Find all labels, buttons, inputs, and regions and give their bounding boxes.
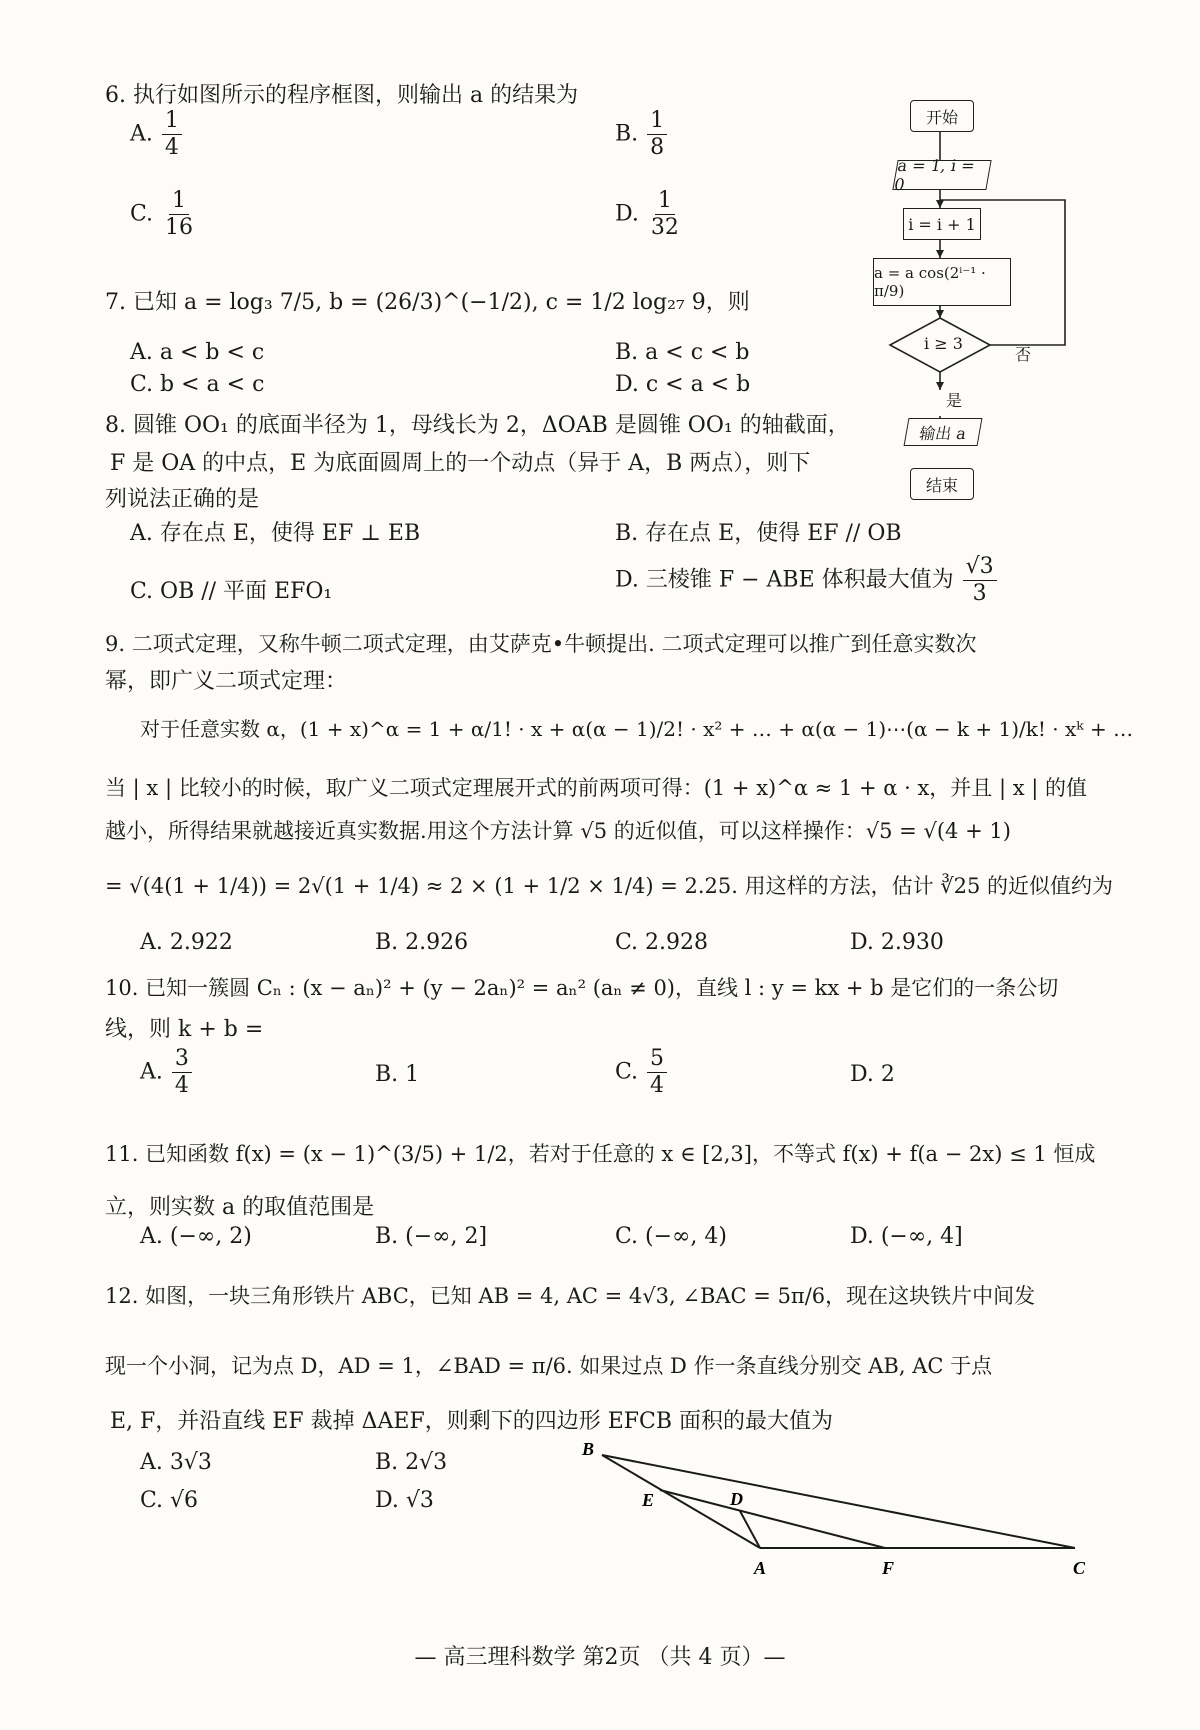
q12-option-c: C. √6 bbox=[140, 1488, 199, 1513]
flowchart-no-label: 否 bbox=[1015, 345, 1032, 364]
q9-line3: 当 | x | 比较小的时候，取广义二项式定理展开式的前两项可得：(1 + x)^α ≈ 1 + α · x，并且 | x | 的值 bbox=[105, 776, 1088, 800]
flowchart-increment: i = i + 1 bbox=[903, 208, 981, 240]
q8-line1: 8. 圆锥 OO₁ 的底面半径为 1，母线长为 2，ΔOAB 是圆锥 OO₁ 的轴截面， bbox=[105, 413, 850, 438]
q12-line2: 现一个小洞，记为点 D，AD = 1，∠BAD = π/6. 如果过点 D 作一条直线分别交 AB, AC 于点 bbox=[105, 1354, 993, 1378]
q7-option-b: B. a < c < b bbox=[615, 340, 750, 365]
flowchart-end: 结束 bbox=[910, 468, 974, 500]
q8-option-b: B. 存在点 E，使得 EF // OB bbox=[615, 521, 902, 546]
q9-line1: 9. 二项式定理，又称牛顿二项式定理，由艾萨克•牛顿提出. 二项式定理可以推广到任意实数次 bbox=[105, 632, 977, 656]
q11-option-c: C. (−∞, 4) bbox=[615, 1224, 727, 1249]
q8-option-d: D. 三棱锥 F − ABE 体积最大值为 $\frac{√3}{3}$ bbox=[615, 554, 999, 607]
vertex-label-c: C bbox=[1073, 1558, 1086, 1578]
q6-stem: 6. 执行如图所示的程序框图，则输出 a 的结果为 bbox=[105, 83, 579, 108]
q12-option-d: D. √3 bbox=[375, 1488, 434, 1513]
q6-option-a: A. $\frac{1}{4}$ bbox=[130, 108, 184, 161]
q6-option-d: D. $\frac{1}{32}$ bbox=[615, 188, 679, 240]
vertex-label-b: B bbox=[582, 1439, 595, 1459]
q9-option-b: B. 2.926 bbox=[375, 930, 469, 955]
q7-option-a: A. a < b < c bbox=[130, 340, 265, 365]
q11-option-a: A. (−∞, 2) bbox=[140, 1224, 252, 1249]
q8-line2: F 是 OA 的中点，E 为底面圆周上的一个动点（异于 A，B 两点），则下 bbox=[110, 451, 811, 476]
q12-line3: E, F，并沿直线 EF 裁掉 ΔAEF，则剩下的四边形 EFCB 面积的最大值为 bbox=[110, 1409, 834, 1434]
vertex-label-d: D bbox=[730, 1489, 743, 1509]
page-footer: — 高三理科数学 第2页 （共 4 页）— bbox=[414, 1645, 786, 1670]
q12-option-a: A. 3√3 bbox=[140, 1450, 212, 1475]
q10-option-d: D. 2 bbox=[850, 1062, 895, 1087]
q9-option-c: C. 2.928 bbox=[615, 930, 709, 955]
q10-option-a: A. $\frac{3}{4}$ bbox=[140, 1046, 194, 1099]
q8-option-a: A. 存在点 E，使得 EF ⊥ EB bbox=[130, 521, 421, 546]
q8-option-c: C. OB // 平面 EFO₁ bbox=[130, 579, 333, 604]
q7-option-d: D. c < a < b bbox=[615, 372, 751, 397]
q9-option-d: D. 2.930 bbox=[850, 930, 944, 955]
q9-line2: 幂，即广义二项式定理： bbox=[105, 669, 348, 694]
q10-option-c: C. $\frac{5}{4}$ bbox=[615, 1046, 669, 1099]
flowchart-yes-label: 是 bbox=[946, 391, 963, 410]
q9-option-a: A. 2.922 bbox=[140, 930, 233, 955]
vertex-label-f: F bbox=[882, 1558, 895, 1578]
q10-line2: 线，则 k + b = bbox=[105, 1017, 264, 1042]
q11-line1: 11. 已知函数 f(x) = (x − 1)^(3/5) + 1/2，若对于任意的 x ∈ [2,3]，不等式 f(x) + f(a − 2x) ≤ 1 恒成 bbox=[105, 1142, 1096, 1166]
q9-line5: = √(4(1 + 1/4)) = 2√(1 + 1/4) ≈ 2 × (1 + 1/2 × 1/4) = 2.25. 用这样的方法，估计 ∛25 的近似值约为 bbox=[105, 874, 1114, 898]
flowchart-init: a = 1, i = 0 bbox=[892, 160, 991, 190]
q7-option-c: C. b < a < c bbox=[130, 372, 265, 397]
q8-line3: 列说法正确的是 bbox=[105, 487, 260, 512]
q12-line1: 12. 如图，一块三角形铁片 ABC，已知 AB = 4, AC = 4√3, ∠BAC = 5π/6，现在这块铁片中间发 bbox=[105, 1284, 1036, 1308]
triangle-figure bbox=[570, 1435, 1130, 1585]
flowchart-output: 输出 a bbox=[904, 418, 983, 446]
q10-option-b: B. 1 bbox=[375, 1062, 420, 1087]
q11-line2: 立，则实数 a 的取值范围是 bbox=[105, 1195, 375, 1220]
q10-line1: 10. 已知一簇圆 Cₙ : (x − aₙ)² + (y − 2aₙ)² = aₙ² (aₙ ≠ 0)，直线 l : y = kx + b 是它们的一条公切 bbox=[105, 976, 1059, 1000]
q6-option-c: C. $\frac{1}{16}$ bbox=[130, 188, 194, 240]
vertex-label-a: A bbox=[754, 1558, 767, 1578]
q9-line4: 越小，所得结果就越接近真实数据.用这个方法计算 √5 的近似值，可以这样操作：√5 = √(4 + 1) bbox=[105, 819, 1011, 843]
q6-option-b: B. $\frac{1}{8}$ bbox=[615, 108, 669, 161]
flowchart-start: 开始 bbox=[910, 100, 974, 132]
q12-option-b: B. 2√3 bbox=[375, 1450, 448, 1475]
flowchart-condition: i ≥ 3 bbox=[924, 334, 963, 353]
q11-option-d: D. (−∞, 4] bbox=[850, 1224, 963, 1249]
q7-stem: 7. 已知 a = log₃ 7/5, b = (26/3)^(−1/2), c = 1/2 log₂₇ 9，则 bbox=[105, 290, 750, 315]
vertex-label-e: E bbox=[642, 1490, 655, 1510]
q11-option-b: B. (−∞, 2] bbox=[375, 1224, 488, 1249]
q9-formula: 对于任意实数 α，(1 + x)^α = 1 + α/1! · x + α(α − 1)/2! · x² + … + α(α − 1)⋯(α − k + 1)/k! · xᵏ + … bbox=[140, 717, 1134, 741]
flowchart-assign: a = a cos(2ⁱ⁻¹ · π/9) bbox=[873, 258, 1011, 306]
